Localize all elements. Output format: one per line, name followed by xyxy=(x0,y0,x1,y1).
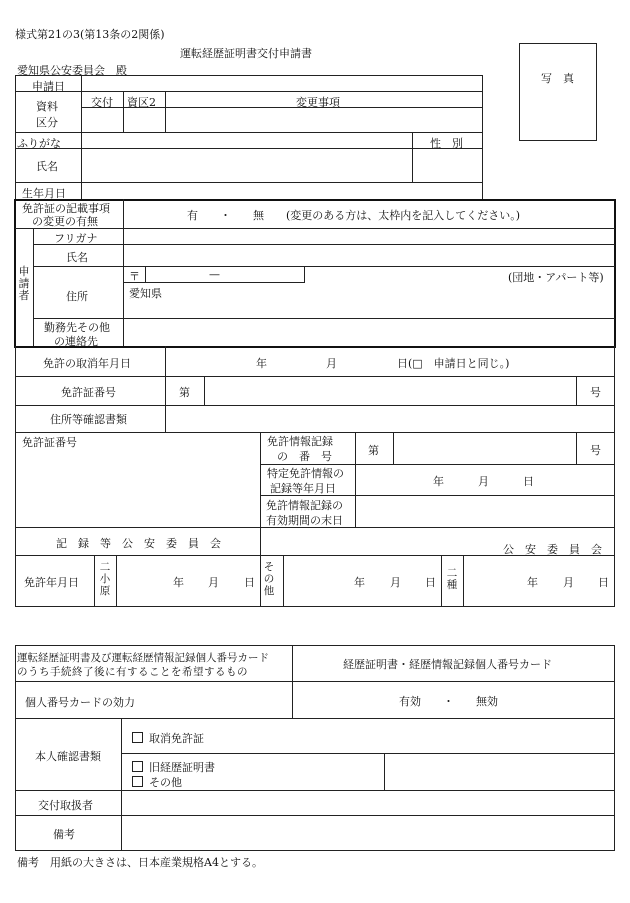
postal-dash: — xyxy=(209,268,220,281)
nisho-day: 日 xyxy=(244,576,255,589)
record-number-dai: 第 xyxy=(368,444,379,457)
doc-other[interactable]: その他 xyxy=(132,774,182,790)
change-items-label: 変更事項 xyxy=(296,96,340,109)
change-question-1: 免許証の記載事項 xyxy=(22,202,110,215)
class-nishu: 二種 xyxy=(446,567,458,591)
addressee: 愛知県公安委員会 殿 xyxy=(17,64,127,77)
applicant-name-label: 氏名 xyxy=(66,251,88,264)
material-class-label-2: 区分 xyxy=(36,116,58,129)
gender-label: 性 別 xyxy=(430,137,463,150)
card-effect-value: 有効 ・ 無効 xyxy=(399,695,498,708)
applicant-furigana-label: フリガナ xyxy=(54,232,98,245)
license-number-go: 号 xyxy=(590,386,601,399)
record-number-go: 号 xyxy=(590,444,601,457)
desire-label-1: 運転経歴証明書及び運転経歴情報記録個人番号カード xyxy=(17,652,269,664)
doc-old-certificate[interactable]: 旧経歴証明書 xyxy=(132,759,215,775)
doc-other-checkbox[interactable] xyxy=(132,776,143,787)
issue-handler-label: 交付取扱者 xyxy=(38,799,93,812)
record-number-label-1: 免許情報記録 xyxy=(267,435,333,448)
specific-date-label-2: 記録等年月日 xyxy=(270,482,336,495)
same-as-application: 日(□ 申請日と同じ。) xyxy=(397,357,510,370)
validity-end-label-2: 有効期間の末日 xyxy=(266,514,343,527)
work-contact-1: 勤務先その他 xyxy=(44,321,110,334)
form-title: 運転経歴証明書交付申請書 xyxy=(180,47,312,60)
issue-label: 交付 xyxy=(91,96,113,109)
form-number: 様式第21の3(第13条の2関係) xyxy=(15,28,165,41)
commission-suffix: 公 安 委 員 会 xyxy=(503,543,602,556)
license-number-label: 免許証番号 xyxy=(61,386,116,399)
application-date-label: 申請日 xyxy=(32,80,65,93)
address-doc-label: 住所等確認書類 xyxy=(50,413,127,426)
validity-end-label-1: 免許情報記録の xyxy=(266,499,343,512)
nishu-month: 月 xyxy=(563,576,574,589)
cancel-date-label: 免許の取消年月日 xyxy=(43,357,131,370)
building-note: (団地・アパート等) xyxy=(508,271,604,284)
card-effect-label: 個人番号カードの効力 xyxy=(25,696,135,709)
specific-day: 日 xyxy=(523,475,534,488)
sonota-month: 月 xyxy=(390,576,401,589)
material-class-label-1: 資料 xyxy=(36,100,58,113)
license-number-area-label: 免許証番号 xyxy=(22,436,77,449)
sonota-day: 日 xyxy=(425,576,436,589)
birth-date-label: 生年月日 xyxy=(22,187,66,200)
prefecture: 愛知県 xyxy=(129,287,162,300)
specific-year: 年 xyxy=(433,475,444,488)
class-nisho-gen: 二小原 xyxy=(99,561,111,597)
specific-date-label-1: 特定免許情報の xyxy=(267,467,344,480)
specific-month: 月 xyxy=(478,475,489,488)
photo-label: 写 真 xyxy=(541,72,574,85)
desire-label-2: のうち手続終了後に有することを希望するもの xyxy=(17,666,248,678)
nisho-year: 年 xyxy=(173,576,184,589)
record-commission-label: 記 録 等 公 安 委 員 会 xyxy=(56,537,221,550)
photo-box xyxy=(519,43,597,141)
sonota-year: 年 xyxy=(354,576,365,589)
change-question-2: の変更の有無 xyxy=(32,215,98,228)
postal-mark: 〒 xyxy=(129,270,140,283)
license-date-label: 免許年月日 xyxy=(24,576,79,589)
record-number-label-2: の 番 号 xyxy=(277,450,332,463)
class-sonota: その他 xyxy=(263,561,275,597)
doc-revoked-license[interactable]: 取消免許証 xyxy=(132,730,204,746)
nishu-day: 日 xyxy=(598,576,609,589)
name-label: 氏名 xyxy=(36,160,58,173)
id-docs-label: 本人確認書類 xyxy=(35,750,101,763)
address-label: 住所 xyxy=(66,290,88,303)
applicant-section-label: 申請者 xyxy=(18,265,30,302)
change-answer: 有 ・ 無 (変更のある方は、太枠内を記入してください。) xyxy=(187,209,521,222)
cancel-month: 月 xyxy=(326,357,337,370)
work-contact-2: の連絡先 xyxy=(54,335,98,348)
nishu-year: 年 xyxy=(527,576,538,589)
doc-old-cert-checkbox[interactable] xyxy=(132,761,143,772)
furigana-label: ふりがな xyxy=(17,137,61,150)
cancel-year: 年 xyxy=(256,357,267,370)
footnote: 備考 用紙の大きさは、日本産業規格A4とする。 xyxy=(17,856,263,869)
qualification-class-label: 資区2 xyxy=(127,96,156,109)
remarks-label: 備考 xyxy=(53,828,75,841)
doc-revoked-checkbox[interactable] xyxy=(132,732,143,743)
nisho-month: 月 xyxy=(208,576,219,589)
license-number-dai: 第 xyxy=(179,386,190,399)
desire-value: 経歴証明書・経歴情報記録個人番号カード xyxy=(343,658,552,671)
